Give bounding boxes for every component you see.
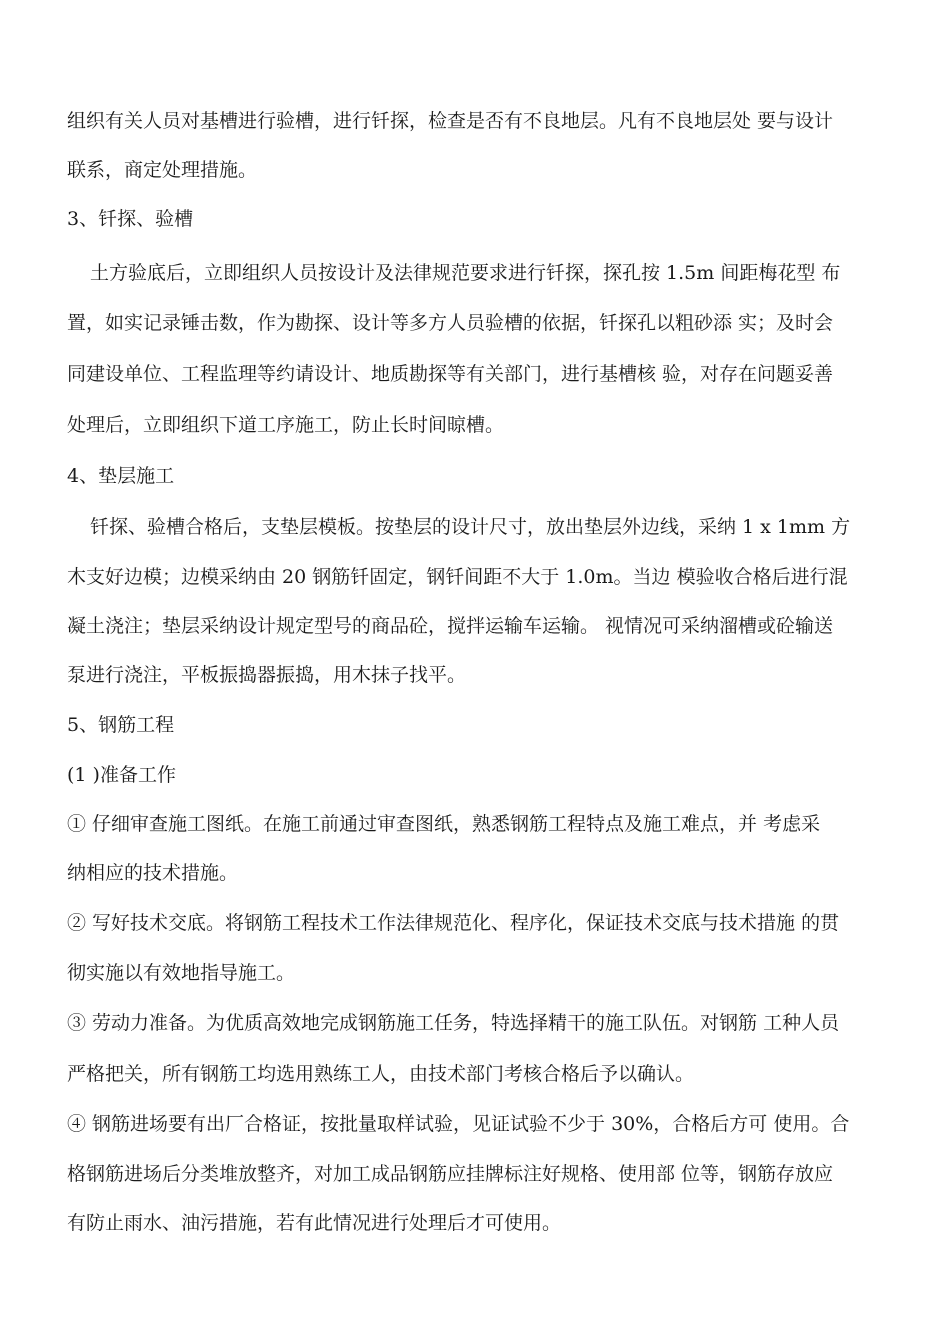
paragraph-line: 处理后，立即组织下道工序施工，防止长时间晾槽。 xyxy=(67,414,505,436)
list-item-line: 格钢筋进场后分类堆放整齐，对加工成品钢筋应挂牌标注好规格、使用部 位等，钢筋存放应 xyxy=(67,1163,834,1185)
paragraph-line: 木支好边模；边模采纳由 20 钢筋钎固定，钢钎间距不大于 1.0m。当边 模验收合格后进行混 xyxy=(67,566,848,588)
list-item-line: ① 仔细审查施工图纸。在施工前通过审查图纸，熟悉钢筋工程特点及施工难点，并 考虑采 xyxy=(67,813,821,835)
section-heading: 3、钎探、验槽 xyxy=(67,208,194,230)
list-item-line: 严格把关，所有钢筋工均选用熟练工人，由技术部门考核合格后予以确认。 xyxy=(67,1063,695,1085)
paragraph-line: 同建设单位、工程监理等约请设计、地质勘探等有关部门，进行基槽核 验，对存在问题妥善 xyxy=(67,363,834,385)
section-heading: 5、钢筋工程 xyxy=(67,714,175,736)
list-item-line: ② 写好技术交底。将钢筋工程技术工作法律规范化、程序化，保证技术交底与技术措施 的贯 xyxy=(67,912,840,934)
list-item-line: ④ 钢筋进场要有出厂合格证，按批量取样试验，见证试验不少于 30%，合格后方可 使用。合 xyxy=(67,1113,850,1135)
list-item-line: 纳相应的技术措施。 xyxy=(67,862,239,884)
list-item-line: ③ 劳动力准备。为优质高效地完成钢筋施工任务，特选择精干的施工队伍。对钢筋 工种人员 xyxy=(67,1012,840,1034)
list-item-line: 有防止雨水、油污措施，若有此情况进行处理后才可使用。 xyxy=(67,1212,562,1234)
paragraph-line: 土方验底后，立即组织人员按设计及法律规范要求进行钎探，探孔按 1.5m 间距梅花型 布 xyxy=(90,262,841,284)
paragraph-line: 联系，商定处理措施。 xyxy=(67,159,258,181)
paragraph-line: 置，如实记录锤击数，作为勘探、设计等多方人员验槽的依据，钎探孔以粗砂添 实；及时会 xyxy=(67,312,834,334)
paragraph-line: 钎探、验槽合格后，支垫层模板。按垫层的设计尺寸，放出垫层外边线，采纳 1 x 1mm 方 xyxy=(90,516,851,538)
section-heading: 4、垫层施工 xyxy=(67,465,175,487)
paragraph-line: 组织有关人员对基槽进行验槽，进行钎探，检查是否有不良地层。凡有不良地层处 要与设计 xyxy=(67,110,834,132)
list-item-line: 彻实施以有效地指导施工。 xyxy=(67,962,296,984)
paragraph-line: 泵进行浇注，平板振捣器振捣，用木抹子找平。 xyxy=(67,664,467,686)
subsection-heading: (1 )准备工作 xyxy=(67,764,176,786)
paragraph-line: 凝土浇注；垫层采纳设计规定型号的商品砼，搅拌运输车运输。 视情况可采纳溜槽或砼输送 xyxy=(67,615,834,637)
